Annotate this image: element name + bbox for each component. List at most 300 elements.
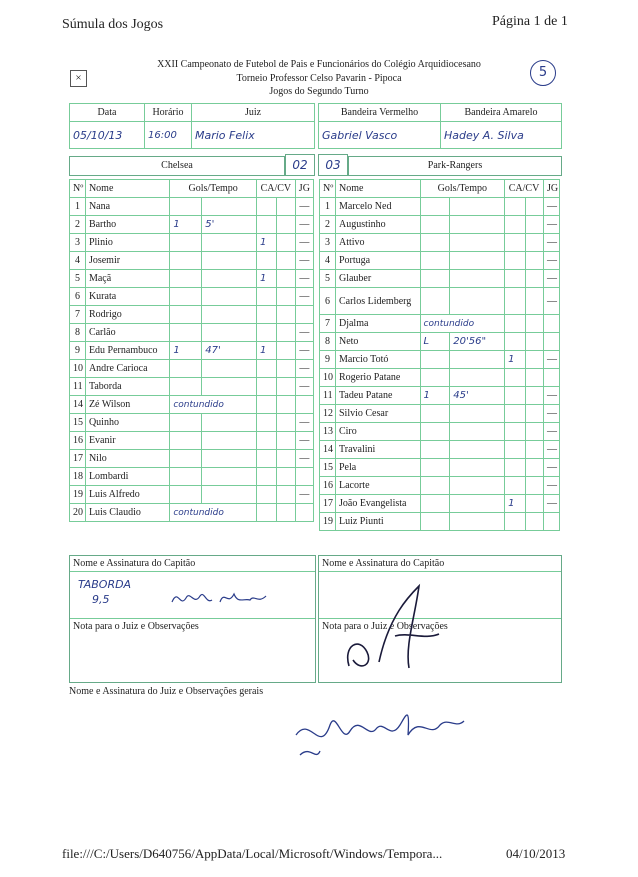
col-cards: CA/CV <box>505 180 544 198</box>
yellow-flag-label: Bandeira Amarelo <box>441 104 562 122</box>
card-cv <box>277 504 295 522</box>
player-name: Marcelo Ned <box>335 198 420 216</box>
player-name: Lacorte <box>335 477 420 495</box>
card-ca <box>256 396 277 414</box>
goals-count <box>420 405 450 423</box>
card-ca <box>256 324 277 342</box>
card-cv <box>277 360 295 378</box>
goals-count: 1 <box>170 342 202 360</box>
jg-mark: — <box>295 486 313 504</box>
goals-count <box>420 423 450 441</box>
card-cv <box>277 270 295 288</box>
player-name: Nilo <box>85 450 169 468</box>
player-name: Zé Wilson <box>85 396 169 414</box>
goals-time <box>450 252 505 270</box>
jg-mark: — <box>543 252 559 270</box>
player-number: 7 <box>320 315 336 333</box>
card-ca <box>256 468 277 486</box>
card-cv <box>277 198 295 216</box>
goals-count <box>170 414 202 432</box>
jg-mark: — <box>295 288 313 306</box>
goals-count <box>420 369 450 387</box>
goals-time <box>202 486 257 504</box>
goals-count <box>170 324 202 342</box>
goals-count <box>170 378 202 396</box>
left-team-score: 02 <box>285 154 315 176</box>
card-ca <box>256 432 277 450</box>
player-number: 5 <box>70 270 86 288</box>
goals-time <box>202 432 257 450</box>
goals-count <box>420 477 450 495</box>
card-cv <box>525 234 543 252</box>
jg-mark: — <box>295 198 313 216</box>
col-jg: JG <box>295 180 313 198</box>
goals-time <box>450 270 505 288</box>
jg-mark <box>295 504 313 522</box>
goals-count <box>170 270 202 288</box>
roster-row <box>320 405 560 423</box>
card-ca <box>505 405 526 423</box>
player-number: 11 <box>320 387 336 405</box>
left-captain-box <box>69 555 316 683</box>
goals-time <box>450 513 505 531</box>
goals-time <box>450 198 505 216</box>
roster-row <box>320 315 560 333</box>
col-goals: Gols/Tempo <box>420 180 505 198</box>
player-name: Tadeu Patane <box>335 387 420 405</box>
player-number: 16 <box>70 432 86 450</box>
roster-row <box>70 432 314 450</box>
goals-time <box>202 360 257 378</box>
goals-count <box>420 513 450 531</box>
roster-row <box>70 468 314 486</box>
card-cv <box>277 306 295 324</box>
player-name: Josemir <box>85 252 169 270</box>
goals-count <box>170 360 202 378</box>
card-cv <box>525 369 543 387</box>
card-cv <box>277 468 295 486</box>
card-cv <box>525 423 543 441</box>
player-number: 6 <box>70 288 86 306</box>
card-cv <box>525 270 543 288</box>
jg-mark <box>295 306 313 324</box>
goals-count <box>170 432 202 450</box>
goals-time <box>202 270 257 288</box>
jg-mark <box>543 369 559 387</box>
captain-label: Nome e Assinatura do Capitão <box>319 556 561 572</box>
card-ca <box>505 513 526 531</box>
roster-row <box>320 288 560 315</box>
card-cv <box>277 432 295 450</box>
goals-count: 1 <box>420 387 450 405</box>
roster-row <box>320 333 560 351</box>
goals-count <box>170 468 202 486</box>
circled-number: 5 <box>530 60 556 86</box>
goals-count <box>420 216 450 234</box>
card-ca <box>256 216 277 234</box>
goals-time <box>450 405 505 423</box>
print-date: 04/10/2013 <box>506 846 566 861</box>
card-cv <box>277 450 295 468</box>
card-ca <box>505 216 526 234</box>
tournament-line3: Jogos do Segundo Turno <box>269 86 369 97</box>
jg-mark <box>295 396 313 414</box>
red-flag-value: Gabriel Vasco <box>319 122 441 149</box>
card-ca <box>505 270 526 288</box>
goals-count <box>420 288 450 315</box>
player-name: Carlão <box>85 324 169 342</box>
captain-label: Nome e Assinatura do Capitão <box>70 556 315 572</box>
goals-count <box>420 198 450 216</box>
player-name: Luis Alfredo <box>85 486 169 504</box>
player-name: Nana <box>85 198 169 216</box>
referee-signature <box>290 695 470 765</box>
roster-row <box>70 342 314 360</box>
roster-row <box>320 198 560 216</box>
goals-time <box>450 423 505 441</box>
captain-signature <box>170 584 270 612</box>
player-number: 9 <box>70 342 86 360</box>
match-info-table <box>69 103 315 149</box>
right-roster <box>319 179 560 531</box>
col-jg: JG <box>543 180 559 198</box>
player-name: Attivo <box>335 234 420 252</box>
yellow-flag-value: Hadey A. Silva <box>441 122 562 149</box>
goals-time <box>202 324 257 342</box>
goals-count <box>420 459 450 477</box>
roster-row <box>70 252 314 270</box>
goals-count <box>420 351 450 369</box>
player-name: Carlos Lidemberg <box>335 288 420 315</box>
roster-row <box>320 351 560 369</box>
goals-count <box>170 252 202 270</box>
goals-count: 1 <box>170 216 202 234</box>
jg-mark: — <box>543 270 559 288</box>
card-ca: 1 <box>505 495 526 513</box>
card-ca <box>256 360 277 378</box>
jg-mark: — <box>295 342 313 360</box>
goals-time <box>202 414 257 432</box>
card-ca <box>505 441 526 459</box>
jg-mark: — <box>543 405 559 423</box>
card-ca <box>505 315 526 333</box>
card-ca: 1 <box>256 342 277 360</box>
card-cv <box>277 342 295 360</box>
goals-time: 20'56" <box>450 333 505 351</box>
goals-time <box>202 288 257 306</box>
player-name: Ciro <box>335 423 420 441</box>
goals-count <box>420 234 450 252</box>
player-name: Bartho <box>85 216 169 234</box>
card-cv <box>277 396 295 414</box>
player-number: 20 <box>70 504 86 522</box>
goals-count <box>170 234 202 252</box>
roster-row <box>320 270 560 288</box>
jg-mark: — <box>543 288 559 315</box>
goals-count <box>420 252 450 270</box>
player-name: Travalini <box>335 441 420 459</box>
player-name: Rogerio Patane <box>335 369 420 387</box>
roster-row <box>320 216 560 234</box>
player-name: Silvio Cesar <box>335 405 420 423</box>
card-cv <box>525 198 543 216</box>
player-name: Andre Carioca <box>85 360 169 378</box>
jg-mark: — <box>543 477 559 495</box>
notes-label: Nota para o Juiz e Observações <box>70 618 315 634</box>
file-path: file:///C:/Users/D640756/AppData/Local/Microsoft/Windows/Tempora... <box>62 846 443 861</box>
card-cv <box>525 216 543 234</box>
card-ca <box>256 504 277 522</box>
player-number: 8 <box>70 324 86 342</box>
roster-row <box>70 270 314 288</box>
referee-signature-label: Nome e Assinatura do Juiz e Observações gerais <box>69 686 264 697</box>
card-cv <box>525 333 543 351</box>
goals-count <box>170 486 202 504</box>
card-cv <box>277 216 295 234</box>
player-number: 1 <box>320 198 336 216</box>
roster-row <box>70 396 314 414</box>
player-number: 14 <box>320 441 336 459</box>
card-cv <box>525 252 543 270</box>
roster-row <box>70 360 314 378</box>
roster-row <box>70 306 314 324</box>
roster-row <box>70 288 314 306</box>
right-team-score: 03 <box>318 154 348 176</box>
player-name: Marcio Totó <box>335 351 420 369</box>
card-cv <box>277 252 295 270</box>
goals-time <box>202 198 257 216</box>
roster-row <box>320 234 560 252</box>
jg-mark <box>543 333 559 351</box>
card-ca: 1 <box>256 234 277 252</box>
right-team-name: Park-Rangers <box>348 156 562 176</box>
card-ca <box>256 414 277 432</box>
col-cards: CA/CV <box>256 180 295 198</box>
goals-time <box>202 252 257 270</box>
card-cv <box>277 414 295 432</box>
page-label: Página 1 de 1 <box>492 14 568 29</box>
card-cv <box>525 459 543 477</box>
goals-count <box>170 198 202 216</box>
player-number: 19 <box>70 486 86 504</box>
card-cv <box>525 387 543 405</box>
goals-time <box>450 495 505 513</box>
player-name: Plinio <box>85 234 169 252</box>
roster-row <box>70 414 314 432</box>
col-goals: Gols/Tempo <box>170 180 257 198</box>
roster-row <box>70 324 314 342</box>
roster-row <box>320 423 560 441</box>
jg-mark: — <box>543 216 559 234</box>
player-name: Rodrigo <box>85 306 169 324</box>
player-number: 18 <box>70 468 86 486</box>
goals-count: contundido <box>420 315 505 333</box>
jg-mark: — <box>543 459 559 477</box>
jg-mark <box>295 468 313 486</box>
card-ca <box>256 288 277 306</box>
roster-row <box>320 369 560 387</box>
card-cv <box>525 477 543 495</box>
card-ca <box>256 306 277 324</box>
player-number: 2 <box>70 216 86 234</box>
card-ca <box>505 369 526 387</box>
left-roster <box>69 179 314 522</box>
jg-mark: — <box>543 441 559 459</box>
card-cv <box>277 288 295 306</box>
player-number: 1 <box>70 198 86 216</box>
player-number: 5 <box>320 270 336 288</box>
player-name: Pela <box>335 459 420 477</box>
card-ca <box>256 198 277 216</box>
page-title: Súmula dos Jogos <box>62 17 164 32</box>
jg-mark: — <box>295 378 313 396</box>
card-ca: 1 <box>505 351 526 369</box>
col-name: Nome <box>335 180 420 198</box>
player-name: Kurata <box>85 288 169 306</box>
col-name: Nome <box>85 180 169 198</box>
goals-count <box>170 450 202 468</box>
roster-row <box>70 216 314 234</box>
player-number: 12 <box>320 405 336 423</box>
card-ca <box>505 252 526 270</box>
goals-time <box>202 378 257 396</box>
player-number: 10 <box>70 360 86 378</box>
card-ca <box>505 423 526 441</box>
player-number: 2 <box>320 216 336 234</box>
checkbox[interactable]: × <box>70 70 87 87</box>
goals-count: L <box>420 333 450 351</box>
player-number: 15 <box>70 414 86 432</box>
roster-row <box>320 252 560 270</box>
red-flag-label: Bandeira Vermelho <box>319 104 441 122</box>
player-name: Luiz Piunti <box>335 513 420 531</box>
player-number: 15 <box>320 459 336 477</box>
jg-mark: — <box>295 432 313 450</box>
goals-time <box>450 234 505 252</box>
roster-row <box>320 513 560 531</box>
card-ca <box>505 333 526 351</box>
player-number: 17 <box>320 495 336 513</box>
card-cv <box>525 495 543 513</box>
goals-time <box>450 459 505 477</box>
card-ca <box>505 477 526 495</box>
player-number: 14 <box>70 396 86 414</box>
jg-mark: — <box>543 423 559 441</box>
player-number: 4 <box>70 252 86 270</box>
player-number: 13 <box>320 423 336 441</box>
jg-mark: — <box>543 495 559 513</box>
player-number: 8 <box>320 333 336 351</box>
col-no: Nº <box>70 180 86 198</box>
jg-mark: — <box>295 360 313 378</box>
roster-row <box>70 198 314 216</box>
player-name: Portuga <box>335 252 420 270</box>
tournament-line1: XXII Campeonato de Futebol de Pais e Funcionários do Colégio Arquidiocesano <box>157 59 481 70</box>
player-number: 19 <box>320 513 336 531</box>
jg-mark: — <box>295 252 313 270</box>
right-captain-box <box>318 555 562 683</box>
roster-row <box>70 504 314 522</box>
card-cv <box>525 288 543 315</box>
jg-mark: — <box>543 198 559 216</box>
player-number: 3 <box>70 234 86 252</box>
card-ca <box>505 288 526 315</box>
card-cv <box>277 234 295 252</box>
jg-mark <box>543 513 559 531</box>
player-number: 7 <box>70 306 86 324</box>
goals-time <box>450 369 505 387</box>
jg-mark: — <box>295 270 313 288</box>
goals-time <box>202 450 257 468</box>
player-number: 6 <box>320 288 336 315</box>
left-team-name: Chelsea <box>69 156 285 176</box>
referee-label: Juiz <box>192 104 315 122</box>
player-name: João Evangelista <box>335 495 420 513</box>
card-cv <box>525 351 543 369</box>
player-name: Maçã <box>85 270 169 288</box>
date-value: 05/10/13 <box>70 122 145 149</box>
roster-row <box>70 450 314 468</box>
roster-row <box>320 477 560 495</box>
roster-row <box>70 486 314 504</box>
captain-name: TABORDA <box>78 578 132 591</box>
jg-mark: — <box>295 216 313 234</box>
card-cv <box>525 513 543 531</box>
player-number: 9 <box>320 351 336 369</box>
goals-time <box>450 441 505 459</box>
player-number: 11 <box>70 378 86 396</box>
card-ca: 1 <box>256 270 277 288</box>
captain-grade: 9,5 <box>92 593 110 606</box>
player-name: Luis Claudio <box>85 504 169 522</box>
goals-count <box>170 306 202 324</box>
time-label: Horário <box>145 104 192 122</box>
notes-label: Nota para o Juiz e Observações <box>319 618 561 634</box>
player-name: Evanir <box>85 432 169 450</box>
goals-time <box>450 477 505 495</box>
jg-mark: — <box>543 387 559 405</box>
card-ca <box>505 387 526 405</box>
roster-row <box>320 495 560 513</box>
col-no: Nº <box>320 180 336 198</box>
jg-mark: — <box>543 234 559 252</box>
card-ca <box>256 486 277 504</box>
card-ca <box>256 450 277 468</box>
time-value: 16:00 <box>145 122 192 149</box>
roster-row <box>70 234 314 252</box>
card-cv <box>525 315 543 333</box>
goals-count: contundido <box>170 504 257 522</box>
card-cv <box>525 405 543 423</box>
goals-time <box>202 234 257 252</box>
goals-time <box>202 468 257 486</box>
player-number: 4 <box>320 252 336 270</box>
card-cv <box>525 441 543 459</box>
jg-mark: — <box>543 351 559 369</box>
jg-mark <box>543 315 559 333</box>
goals-time <box>450 216 505 234</box>
player-number: 3 <box>320 234 336 252</box>
roster-row <box>70 378 314 396</box>
goals-time: 5' <box>202 216 257 234</box>
player-name: Quinho <box>85 414 169 432</box>
player-name: Lombardi <box>85 468 169 486</box>
roster-row <box>320 459 560 477</box>
player-number: 16 <box>320 477 336 495</box>
roster-row <box>320 387 560 405</box>
jg-mark: — <box>295 234 313 252</box>
goals-count <box>170 288 202 306</box>
